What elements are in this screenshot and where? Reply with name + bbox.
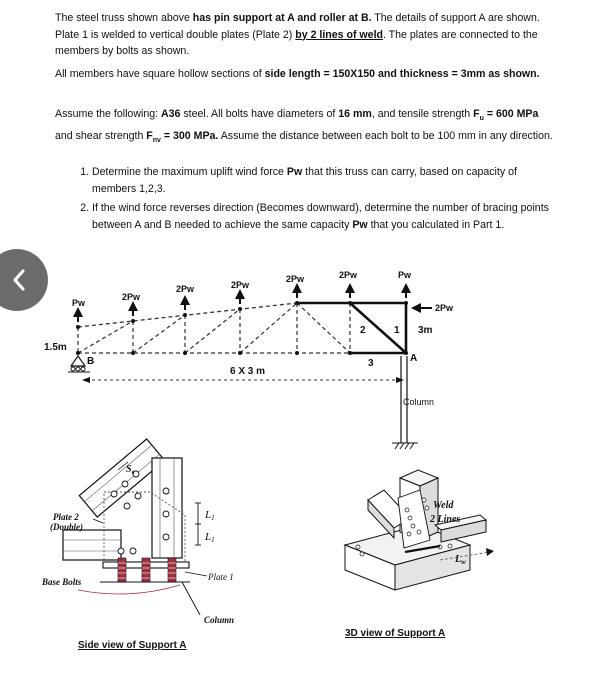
three-d-view-support-a <box>345 470 494 639</box>
truss-critical-members <box>297 303 406 353</box>
load-label: 2Pw <box>176 284 195 294</box>
intro-paragraph-1: The steel truss shown above has pin support at A and roller at B. The details of support A are shown. Plate 1 is welded to vertical double plates (Plate 2) by 2 lines of weld. The plates are connected to the members by bolts as shown. <box>55 12 540 57</box>
support-a-label: A <box>410 353 418 364</box>
truss-top-chord <box>78 303 297 327</box>
side-view-caption: Side view of Support A <box>78 640 187 651</box>
height-right-label: 3m <box>418 325 433 336</box>
horizontal-member <box>63 530 121 560</box>
weld-label: 2 Lines <box>430 514 461 525</box>
se-label: $S_e$ <box>126 464 135 476</box>
load-label: 2Pw <box>286 274 305 284</box>
plate-1-label: Plate 1 <box>208 572 234 582</box>
side-view-support-a <box>41 439 234 651</box>
truss-web-members <box>78 303 350 353</box>
load-label: Pw <box>398 270 412 280</box>
load-label: 2Pw <box>231 280 250 290</box>
load-label: Pw <box>72 298 86 308</box>
member-label: 2 <box>360 325 366 336</box>
task-item: 1. Determine the maximum uplift wind force Pw that this truss can carry, based on capacity of members 1,2,3. <box>92 164 562 197</box>
base-bolts-leader <box>78 585 180 594</box>
member-label: 1 <box>394 325 400 336</box>
truss-diagram <box>44 270 454 449</box>
lw-label: $L_w$ <box>455 554 466 566</box>
weld-label: Weld <box>433 500 454 511</box>
intro-paragraph-3: Assume the following: A36 steel. All bolts have diameters of 16 mm, and tensile strength $F_u = 600$ MPa and shear strength $F_{nv} = 300$ MPa. Assume the distance between each bolt to be 100 mm in any direction. <box>55 108 553 144</box>
l1-dimension <box>195 503 201 545</box>
base-bolts-label: Base Bolts <box>42 577 82 587</box>
plate-2-label: Plate 2 <box>53 512 79 522</box>
horizontal-load-label: 2Pw <box>435 303 454 313</box>
column-label: Column <box>403 397 435 407</box>
column-leader <box>182 582 200 615</box>
plate-2-label: (Double) <box>50 522 83 532</box>
intro-paragraph-2: All members have square hollow sections of side length = 150X150 and thickness = 3mm as shown. <box>55 68 540 80</box>
support-b-label: B <box>87 356 95 367</box>
span-label: 6 X 3 m <box>230 366 266 377</box>
height-left-label: 1.5m <box>44 342 67 353</box>
load-label: 2Pw <box>339 270 358 280</box>
column-label: Column <box>204 615 235 625</box>
three-d-view-caption: 3D view of Support A <box>345 628 446 639</box>
load-label: 2Pw <box>122 292 141 302</box>
member-label: 3 <box>368 358 374 369</box>
column-base-hatch <box>392 443 418 449</box>
vertical-member <box>152 458 182 558</box>
l1-label: L1 <box>205 509 215 522</box>
l1-label: L1 <box>205 531 215 544</box>
task-item: 2. If the wind force reverses direction (Becomes downward), determine the number of bracing points between A and B needed to achieve the same capacity Pw that you calculated in Part 1. <box>92 200 562 233</box>
